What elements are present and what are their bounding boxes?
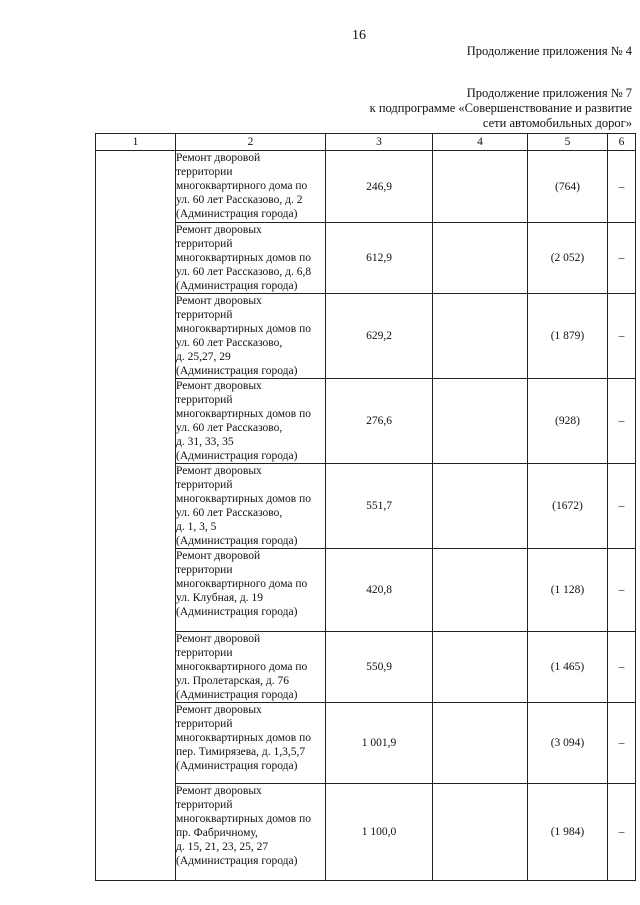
row-description (176, 549, 326, 632)
table-row (96, 151, 636, 223)
row-description (176, 464, 326, 549)
description-line: пер. Тимирязева, д. 1,3,5,7 (176, 746, 306, 758)
data-table (95, 133, 636, 881)
table-row (96, 294, 636, 379)
table-row (96, 549, 636, 632)
continuation-appendix-4: Продолжение приложения № 4 (466, 44, 632, 58)
table-body (96, 151, 636, 881)
description-line: Ремонт дворовой (176, 633, 261, 645)
description-line: ул. Пролетарская, д. 76 (176, 675, 290, 687)
row-description (176, 632, 326, 703)
row-description (176, 151, 326, 223)
description-line: (Администрация города) (176, 535, 298, 547)
row-value-col6: – (608, 464, 636, 549)
row-value-col5: (1 128) (528, 549, 608, 632)
row-value-col4 (433, 703, 528, 784)
description-line: (Администрация города) (176, 855, 298, 867)
row-value-col4 (433, 464, 528, 549)
table-row (96, 379, 636, 464)
row-value-col4 (433, 632, 528, 703)
row-description (176, 294, 326, 379)
header-col-2: 2 (176, 134, 326, 151)
description-line: д. 25,27, 29 (176, 351, 231, 363)
row-description (176, 784, 326, 881)
row-description (176, 223, 326, 294)
description-line: (Администрация города) (176, 689, 298, 701)
header-col-4: 4 (433, 134, 528, 151)
description-line: д. 15, 21, 23, 25, 27 (176, 841, 269, 853)
row-value-col5: (1 465) (528, 632, 608, 703)
table-row (96, 223, 636, 294)
description-line: многоквартирных домов по (176, 408, 311, 420)
row-value-col5: (764) (528, 151, 608, 223)
description-line: многоквартирных домов по (176, 732, 311, 744)
row-value-col5: (2 052) (528, 223, 608, 294)
description-line: (Администрация города) (176, 208, 298, 220)
row-value-col3: 551,7 (326, 464, 433, 549)
row-description (176, 703, 326, 784)
appendix-header-line3: сети автомобильных дорог» (482, 116, 632, 130)
description-line: Ремонт дворовой (176, 152, 261, 164)
description-line: д. 31, 33, 35 (176, 436, 234, 448)
description-line: ул. 60 лет Рассказово, (176, 422, 283, 434)
description-line: территорий (176, 238, 233, 250)
description-line: ул. 60 лет Рассказово, д. 2 (176, 194, 303, 206)
description-line: ул. 60 лет Рассказово, д. 6,8 (176, 266, 312, 278)
appendix-header-line2: к подпрограмме «Совершенствование и развитие (369, 101, 632, 115)
row-value-col4 (433, 784, 528, 881)
header-row (96, 134, 636, 151)
row-value-col4 (433, 379, 528, 464)
row-value-col3: 1 100,0 (326, 784, 433, 881)
row-value-col4 (433, 151, 528, 223)
row-value-col6: – (608, 379, 636, 464)
row-value-col6: – (608, 632, 636, 703)
description-line: Ремонт дворовых (176, 380, 262, 392)
description-line: территорий (176, 799, 233, 811)
row-value-col6: – (608, 294, 636, 379)
description-line: территории (176, 564, 233, 576)
row-value-col5: (3 094) (528, 703, 608, 784)
description-line: д. 1, 3, 5 (176, 521, 217, 533)
header-col-1: 1 (96, 134, 176, 151)
row-value-col3: 276,6 (326, 379, 433, 464)
row-value-col6: – (608, 549, 636, 632)
description-line: ул. 60 лет Рассказово, (176, 337, 283, 349)
table-row (96, 464, 636, 549)
description-line: Ремонт дворовых (176, 704, 262, 716)
row-value-col6: – (608, 151, 636, 223)
appendix-header (370, 86, 632, 131)
table-row (96, 703, 636, 784)
description-line: территории (176, 166, 233, 178)
row-value-col3: 612,9 (326, 223, 433, 294)
description-line: многоквартирных домов по (176, 813, 311, 825)
description-line: многоквартирных домов по (176, 323, 311, 335)
table-row (96, 784, 636, 881)
description-line: многоквартирного дома по (176, 578, 308, 590)
row-value-col3: 1 001,9 (326, 703, 433, 784)
row-value-col5: (928) (528, 379, 608, 464)
description-line: территорий (176, 309, 233, 321)
description-line: Ремонт дворовых (176, 295, 262, 307)
row-value-col6: – (608, 703, 636, 784)
header-col-3: 3 (326, 134, 433, 151)
description-line: ул. 60 лет Рассказово, (176, 507, 283, 519)
description-line: территорий (176, 479, 233, 491)
description-line: Ремонт дворовых (176, 465, 262, 477)
row-value-col5: (1672) (528, 464, 608, 549)
description-line: территории (176, 647, 233, 659)
row-description (176, 379, 326, 464)
description-line: территорий (176, 718, 233, 730)
description-line: (Администрация города) (176, 450, 298, 462)
description-line: пр. Фабричному, (176, 827, 258, 839)
row-value-col5: (1 984) (528, 784, 608, 881)
row-value-col3: 246,9 (326, 151, 433, 223)
row-value-col3: 550,9 (326, 632, 433, 703)
row-value-col5: (1 879) (528, 294, 608, 379)
column-1-merged-cell (96, 151, 176, 881)
description-line: (Администрация города) (176, 606, 298, 618)
description-line: многоквартирного дома по (176, 661, 308, 673)
row-value-col3: 629,2 (326, 294, 433, 379)
description-line: Ремонт дворовых (176, 785, 262, 797)
description-line: многоквартирного дома по (176, 180, 308, 192)
description-line: (Администрация города) (176, 280, 298, 292)
header-col-6: 6 (608, 134, 636, 151)
row-value-col3: 420,8 (326, 549, 433, 632)
row-value-col4 (433, 294, 528, 379)
description-line: (Администрация города) (176, 365, 298, 377)
table-row (96, 632, 636, 703)
description-line: Ремонт дворовых (176, 224, 262, 236)
row-value-col4 (433, 549, 528, 632)
page-number: 16 (352, 28, 366, 43)
description-line: территорий (176, 394, 233, 406)
description-line: (Администрация города) (176, 760, 298, 772)
row-value-col4 (433, 223, 528, 294)
description-line: Ремонт дворовой (176, 550, 261, 562)
appendix-header-line1: Продолжение приложения № 7 (466, 86, 632, 100)
row-value-col6: – (608, 223, 636, 294)
description-line: многоквартирных домов по (176, 493, 311, 505)
description-line: ул. Клубная, д. 19 (176, 592, 263, 604)
description-line: многоквартирных домов по (176, 252, 311, 264)
row-value-col6: – (608, 784, 636, 881)
header-col-5: 5 (528, 134, 608, 151)
